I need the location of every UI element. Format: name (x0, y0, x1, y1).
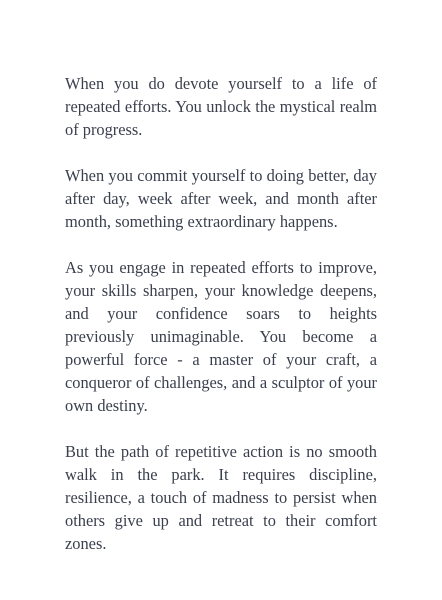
document-page (65, 72, 377, 578)
paragraph-2: When you commit yourself to doing better, day after day, week after week, and month after month, something extraordinary happens. (65, 166, 377, 231)
paragraph-3: As you engage in repeated efforts to improve, your skills sharpen, your knowledge deepens, and your confidence soars to heights previously unimaginable. You become a powerful force - a master of your craft, a conqueror of challenges, and a sculptor of your own destiny. (65, 258, 377, 415)
paragraph-1: When you do devote yourself to a life of repeated efforts. You unlock the mystical realm of progress. (65, 74, 377, 139)
paragraph-4: But the path of repetitive action is no smooth walk in the park. It requires discipline, resilience, a touch of madness to persist when others give up and retreat to their comfort zones. (65, 442, 377, 553)
